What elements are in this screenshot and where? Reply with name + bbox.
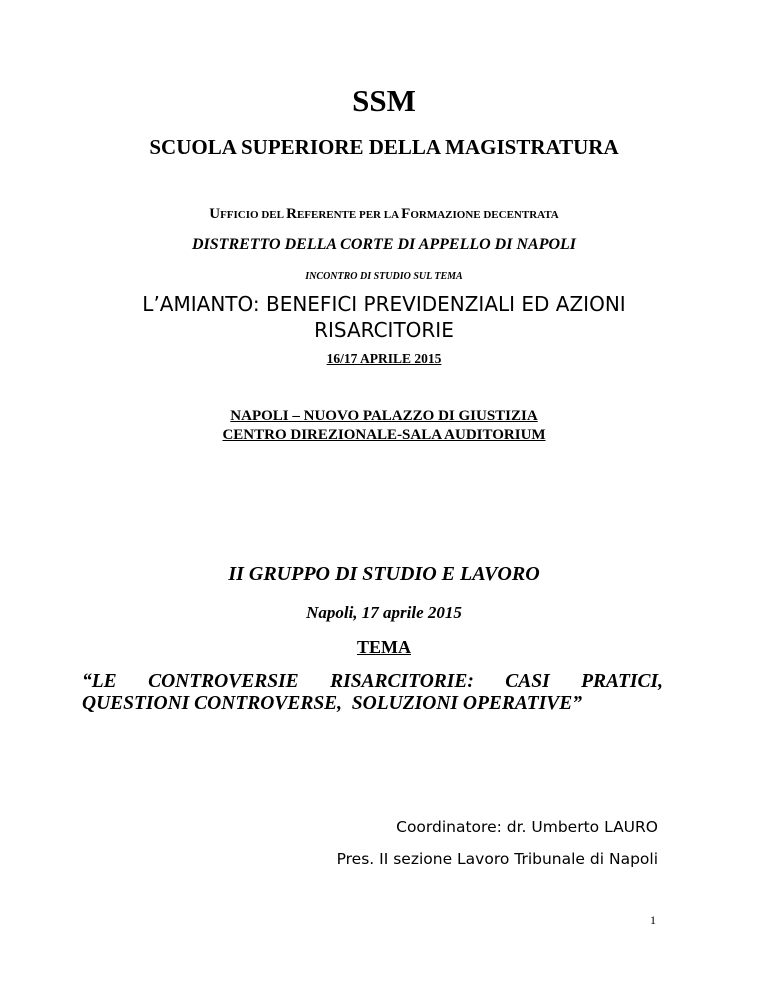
meeting-label: INCONTRO DI STUDIO SUL TEMA (305, 271, 463, 282)
tema-label: TEMA (357, 637, 411, 657)
tema-text (82, 671, 663, 715)
page-number: 1 (650, 913, 656, 927)
event-dates: 16/17 APRILE 2015 (326, 351, 442, 366)
group-name: II GRUPPO DI STUDIO E LAVORO (228, 563, 540, 585)
venue-line2: CENTRO DIREZIONALE-SALA AUDITORIUM (222, 427, 546, 443)
event-title-line2: RISARCITORIE (314, 318, 454, 342)
tema-word: CASI (505, 671, 550, 692)
event-title-line1: L’AMIANTO: BENEFICI PREVIDENZIALI ED AZIONI (142, 292, 626, 316)
acronym-heading: SSM (352, 83, 416, 118)
coordinator-name: Coordinatore: dr. Umberto LAURO (396, 818, 658, 836)
school-name: SCUOLA SUPERIORE DELLA MAGISTRATURA (149, 135, 619, 159)
office-line: UFFICIO DEL REFERENTE PER LA FORMAZIONE DECENTRATA (209, 206, 559, 222)
venue-line1: NAPOLI – NUOVO PALAZZO DI GIUSTIZIA (230, 408, 538, 424)
tema-line2: QUESTIONI CONTROVERSE, SOLUZIONI OPERATIVE” (82, 693, 583, 714)
tema-word: “LE (82, 671, 117, 692)
group-place-date: Napoli, 17 aprile 2015 (306, 603, 462, 622)
tema-word: RISARCITORIE: (330, 671, 474, 692)
tema-line1 (82, 671, 663, 693)
coordinator-role: Pres. II sezione Lavoro Tribunale di Napoli (336, 850, 658, 868)
district-line: DISTRETTO DELLA CORTE DI APPELLO DI NAPOLI (191, 236, 577, 253)
tema-word: CONTROVERSIE (148, 671, 299, 692)
tema-word: PRATICI, (581, 671, 663, 692)
